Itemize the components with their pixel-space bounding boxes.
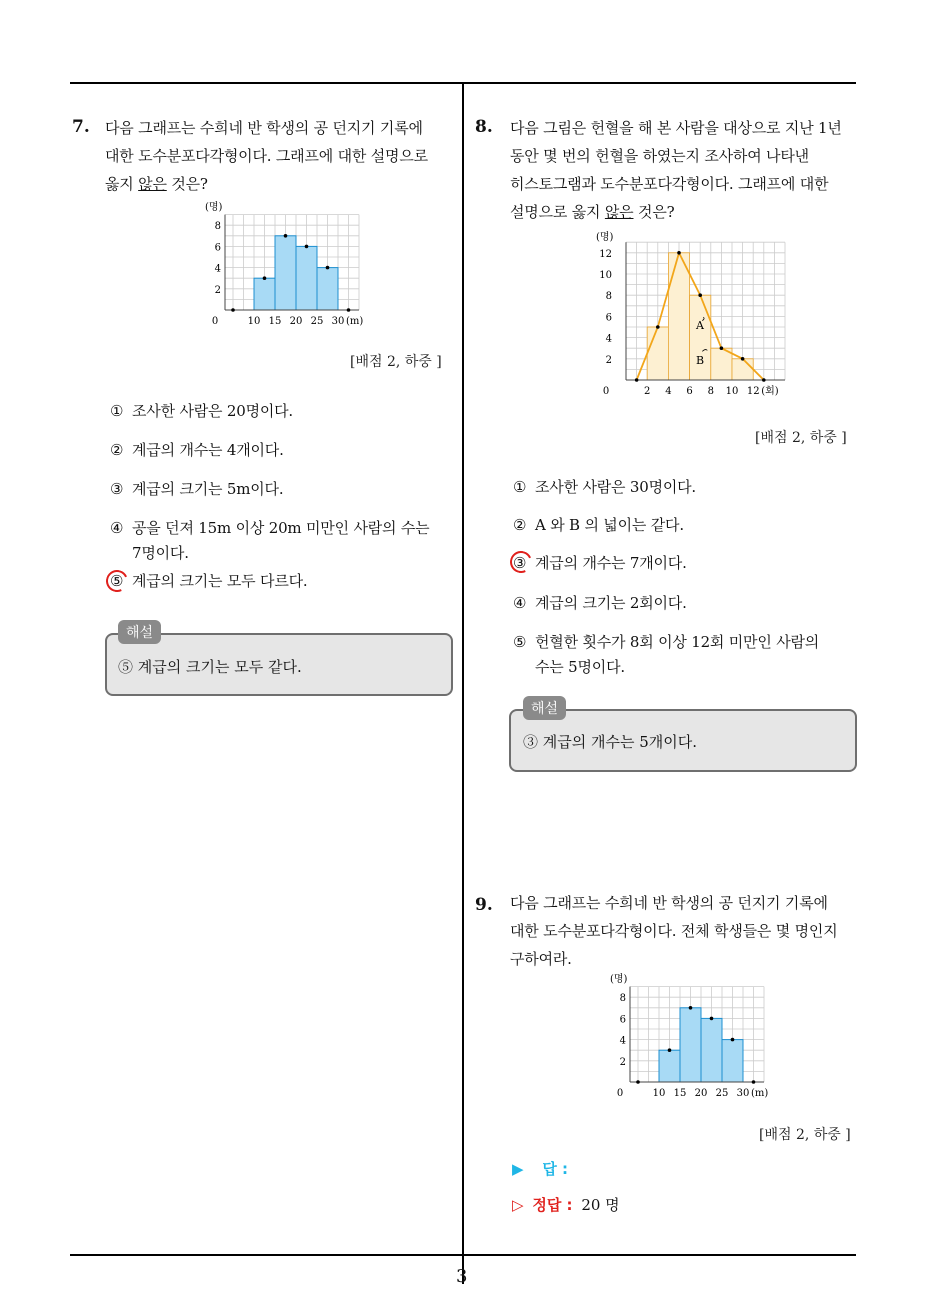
y-tick-label: 12 — [599, 248, 612, 260]
q7-choice — [110, 398, 293, 424]
x-tick-label: 25 — [715, 1088, 729, 1099]
choice-mark: ③ — [513, 554, 527, 572]
q8-underlined: 않은 — [604, 203, 634, 221]
polygon-point — [326, 266, 330, 270]
q8-choice — [513, 629, 819, 655]
q8-choice — [513, 512, 684, 538]
q9-number: 9. — [475, 895, 493, 915]
x-tick-label: 4 — [665, 386, 672, 397]
q7-explain-text: ⑤ 계급의 크기는 모두 같다. — [118, 658, 302, 676]
choice-text: 헌혈한 횟수가 8회 이상 12회 미만인 사람의 — [535, 633, 820, 651]
q8-line-2: 동안 몇 번의 헌혈을 하였는지 조사하여 나타낸 — [510, 147, 809, 165]
region-label-a: A — [695, 319, 704, 333]
choice-text: 조사한 사람은 30명이다. — [535, 478, 697, 496]
q7-choice — [132, 540, 189, 566]
correct-value: 20 명 — [581, 1196, 620, 1214]
y-tick-label: 4 — [605, 333, 612, 345]
polygon-point — [710, 1017, 714, 1021]
q7-choice — [110, 476, 283, 502]
q9-question — [510, 889, 855, 973]
x-tick-label: 15 — [673, 1088, 687, 1099]
x-tick-label: 6 — [686, 386, 693, 397]
x-tick-label: 20 — [289, 316, 303, 327]
x-tick-label: 10 — [247, 316, 261, 327]
x-tick-label: 10 — [725, 386, 739, 397]
choice-mark: ① — [110, 402, 124, 420]
y-axis-label: (명) — [205, 202, 223, 213]
q9-line-2: 대한 도수분포다각형이다. 전체 학생들은 몇 명인지 — [510, 922, 838, 940]
x-tick-label: 8 — [707, 386, 714, 397]
polygon-point — [656, 325, 660, 329]
choice-text: A 와 B 의 넓이는 같다. — [535, 516, 684, 534]
choice-text: 계급의 크기는 2회이다. — [535, 594, 687, 612]
choice-text: 계급의 개수는 7개이다. — [535, 554, 687, 572]
q8-question — [510, 114, 855, 226]
choice-text: 계급의 크기는 모두 다르다. — [132, 572, 308, 590]
y-tick-label: 4 — [619, 1035, 626, 1047]
q7-explain-tag: 해설 — [118, 620, 161, 644]
polygon-point — [689, 1006, 693, 1010]
histogram-bar — [668, 253, 689, 380]
q9-correct-row — [512, 1194, 620, 1215]
page-number: 3 — [456, 1266, 468, 1287]
histogram-bar — [722, 1040, 743, 1082]
q8-line-3: 히스토그램과 도수분포다각형이다. 그래프에 대한 — [510, 175, 829, 193]
polygon-point — [698, 293, 702, 297]
x-axis-label: (회) — [761, 386, 779, 397]
y-tick-label: 6 — [605, 312, 612, 324]
q7-line-2: 대한 도수분포다각형이다. 그래프에 대한 설명으로 — [105, 147, 428, 165]
q9-line-1: 다음 그래프는 수희네 반 학생의 공 던지기 기록에 — [510, 894, 828, 912]
q7-line-1: 다음 그래프는 수희네 반 학생의 공 던지기 기록에 — [105, 119, 423, 137]
histogram-bar — [732, 359, 753, 380]
choice-mark: ① — [513, 478, 527, 496]
histogram-bar — [690, 295, 711, 380]
y-tick-label: 8 — [214, 221, 221, 233]
q9-answer-row — [512, 1158, 568, 1179]
choice-mark: ④ — [513, 594, 527, 612]
choice-mark: ⑤ — [513, 633, 527, 651]
polygon-point — [668, 1048, 672, 1052]
q8-choice — [513, 474, 696, 500]
q8-explain-text: ③ 계급의 개수는 5개이다. — [523, 733, 698, 751]
histogram-bar — [659, 1050, 680, 1082]
q7-underlined: 않은 — [138, 175, 167, 193]
q7-number: 7. — [72, 117, 90, 137]
answer-arrow-icon: ▶ — [512, 1160, 524, 1178]
histogram-bar — [701, 1018, 722, 1082]
y-tick-label: 10 — [599, 270, 612, 281]
y-tick-label: 2 — [605, 354, 612, 366]
bottom-rule — [70, 1254, 856, 1256]
x-axis-label: (m) — [346, 316, 364, 327]
x-tick-label: 30 — [331, 316, 345, 327]
histogram-bar — [647, 327, 668, 380]
choice-mark: ③ — [110, 480, 124, 498]
histogram-bar — [275, 236, 296, 310]
q8-choice — [535, 654, 625, 680]
x-tick-label: 25 — [310, 316, 324, 327]
y-axis-label: (명) — [610, 974, 628, 985]
polygon-point — [720, 346, 724, 350]
polygon-point — [347, 308, 351, 312]
polygon-point — [305, 245, 309, 249]
x-tick-label: 2 — [644, 386, 651, 397]
q8-choice — [513, 550, 687, 576]
answer-label: 답 : — [542, 1160, 569, 1178]
q8-chart — [590, 228, 790, 400]
polygon-point — [762, 378, 766, 382]
correct-label: 정답 : — [532, 1196, 573, 1214]
histogram-bar — [680, 1008, 701, 1082]
choice-mark: ② — [513, 516, 527, 534]
polygon-point — [741, 357, 745, 361]
histogram-bar — [254, 278, 275, 310]
histogram-bar — [296, 246, 317, 310]
q9-line-3: 구하여라. — [510, 950, 572, 968]
q9-chart — [600, 970, 780, 1102]
q8-meta: [배점 2, 하중 ] — [755, 430, 847, 446]
q7-chart — [195, 198, 375, 330]
y-tick-label: 4 — [214, 263, 221, 275]
q8-explain-tag: 해설 — [523, 696, 566, 720]
x-tick-label: 10 — [652, 1088, 666, 1099]
polygon-point — [731, 1038, 735, 1042]
polygon-point — [677, 251, 681, 255]
x-tick-label: 0 — [211, 316, 219, 327]
polygon-point — [636, 1080, 640, 1084]
polygon-point — [752, 1080, 756, 1084]
region-label-b: B — [695, 354, 705, 368]
polygon-point — [635, 378, 639, 382]
y-tick-label: 6 — [214, 242, 221, 254]
q7-choice — [110, 568, 307, 594]
q7-choice — [110, 515, 429, 541]
x-tick-label: 0 — [616, 1088, 624, 1099]
y-tick-label: 2 — [619, 1056, 626, 1068]
y-tick-label: 8 — [605, 291, 612, 303]
histogram-bar — [317, 268, 338, 310]
q9-meta: [배점 2, 하중 ] — [759, 1127, 851, 1143]
choice-mark: ⑤ — [110, 572, 124, 590]
choice-text: 계급의 크기는 5m이다. — [132, 480, 284, 498]
q7-meta: [배점 2, 하중 ] — [350, 354, 442, 370]
q8-line-4: 설명으로 옳지 않은 것은? — [510, 203, 675, 221]
polygon-point — [231, 308, 235, 312]
column-divider — [462, 84, 464, 1284]
q7-choice — [110, 437, 284, 463]
polygon-point — [263, 276, 267, 280]
x-tick-label: 20 — [694, 1088, 708, 1099]
q7-line-3: 옳지 않은 것은? — [105, 175, 208, 193]
y-tick-label: 2 — [214, 284, 221, 296]
choice-text: 계급의 개수는 4개이다. — [132, 441, 284, 459]
choice-mark: ④ — [110, 519, 124, 537]
x-axis-label: (m) — [751, 1088, 769, 1099]
correct-arrow-icon: ▷ — [512, 1196, 524, 1214]
polygon-point — [284, 234, 288, 238]
q7-question — [105, 114, 450, 198]
choice-mark: ② — [110, 441, 124, 459]
q8-line-1: 다음 그림은 헌혈을 해 본 사람을 대상으로 지난 1년 — [510, 119, 842, 137]
y-tick-label: 8 — [619, 993, 626, 1005]
x-tick-label: 0 — [602, 386, 610, 397]
choice-text: 수는 5명이다. — [535, 658, 625, 676]
histogram-bar — [711, 348, 732, 380]
x-tick-label: 30 — [736, 1088, 750, 1099]
x-tick-label: 12 — [746, 386, 760, 397]
x-tick-label: 15 — [268, 316, 282, 327]
choice-text: 공을 던져 15m 이상 20m 미만인 사람의 수는 — [132, 519, 430, 537]
q8-choice — [513, 590, 687, 616]
choice-text: 7명이다. — [132, 544, 189, 562]
choice-text: 조사한 사람은 20명이다. — [132, 402, 294, 420]
y-axis-label: (명) — [596, 232, 614, 243]
y-tick-label: 6 — [619, 1014, 626, 1026]
q8-number: 8. — [475, 117, 493, 137]
